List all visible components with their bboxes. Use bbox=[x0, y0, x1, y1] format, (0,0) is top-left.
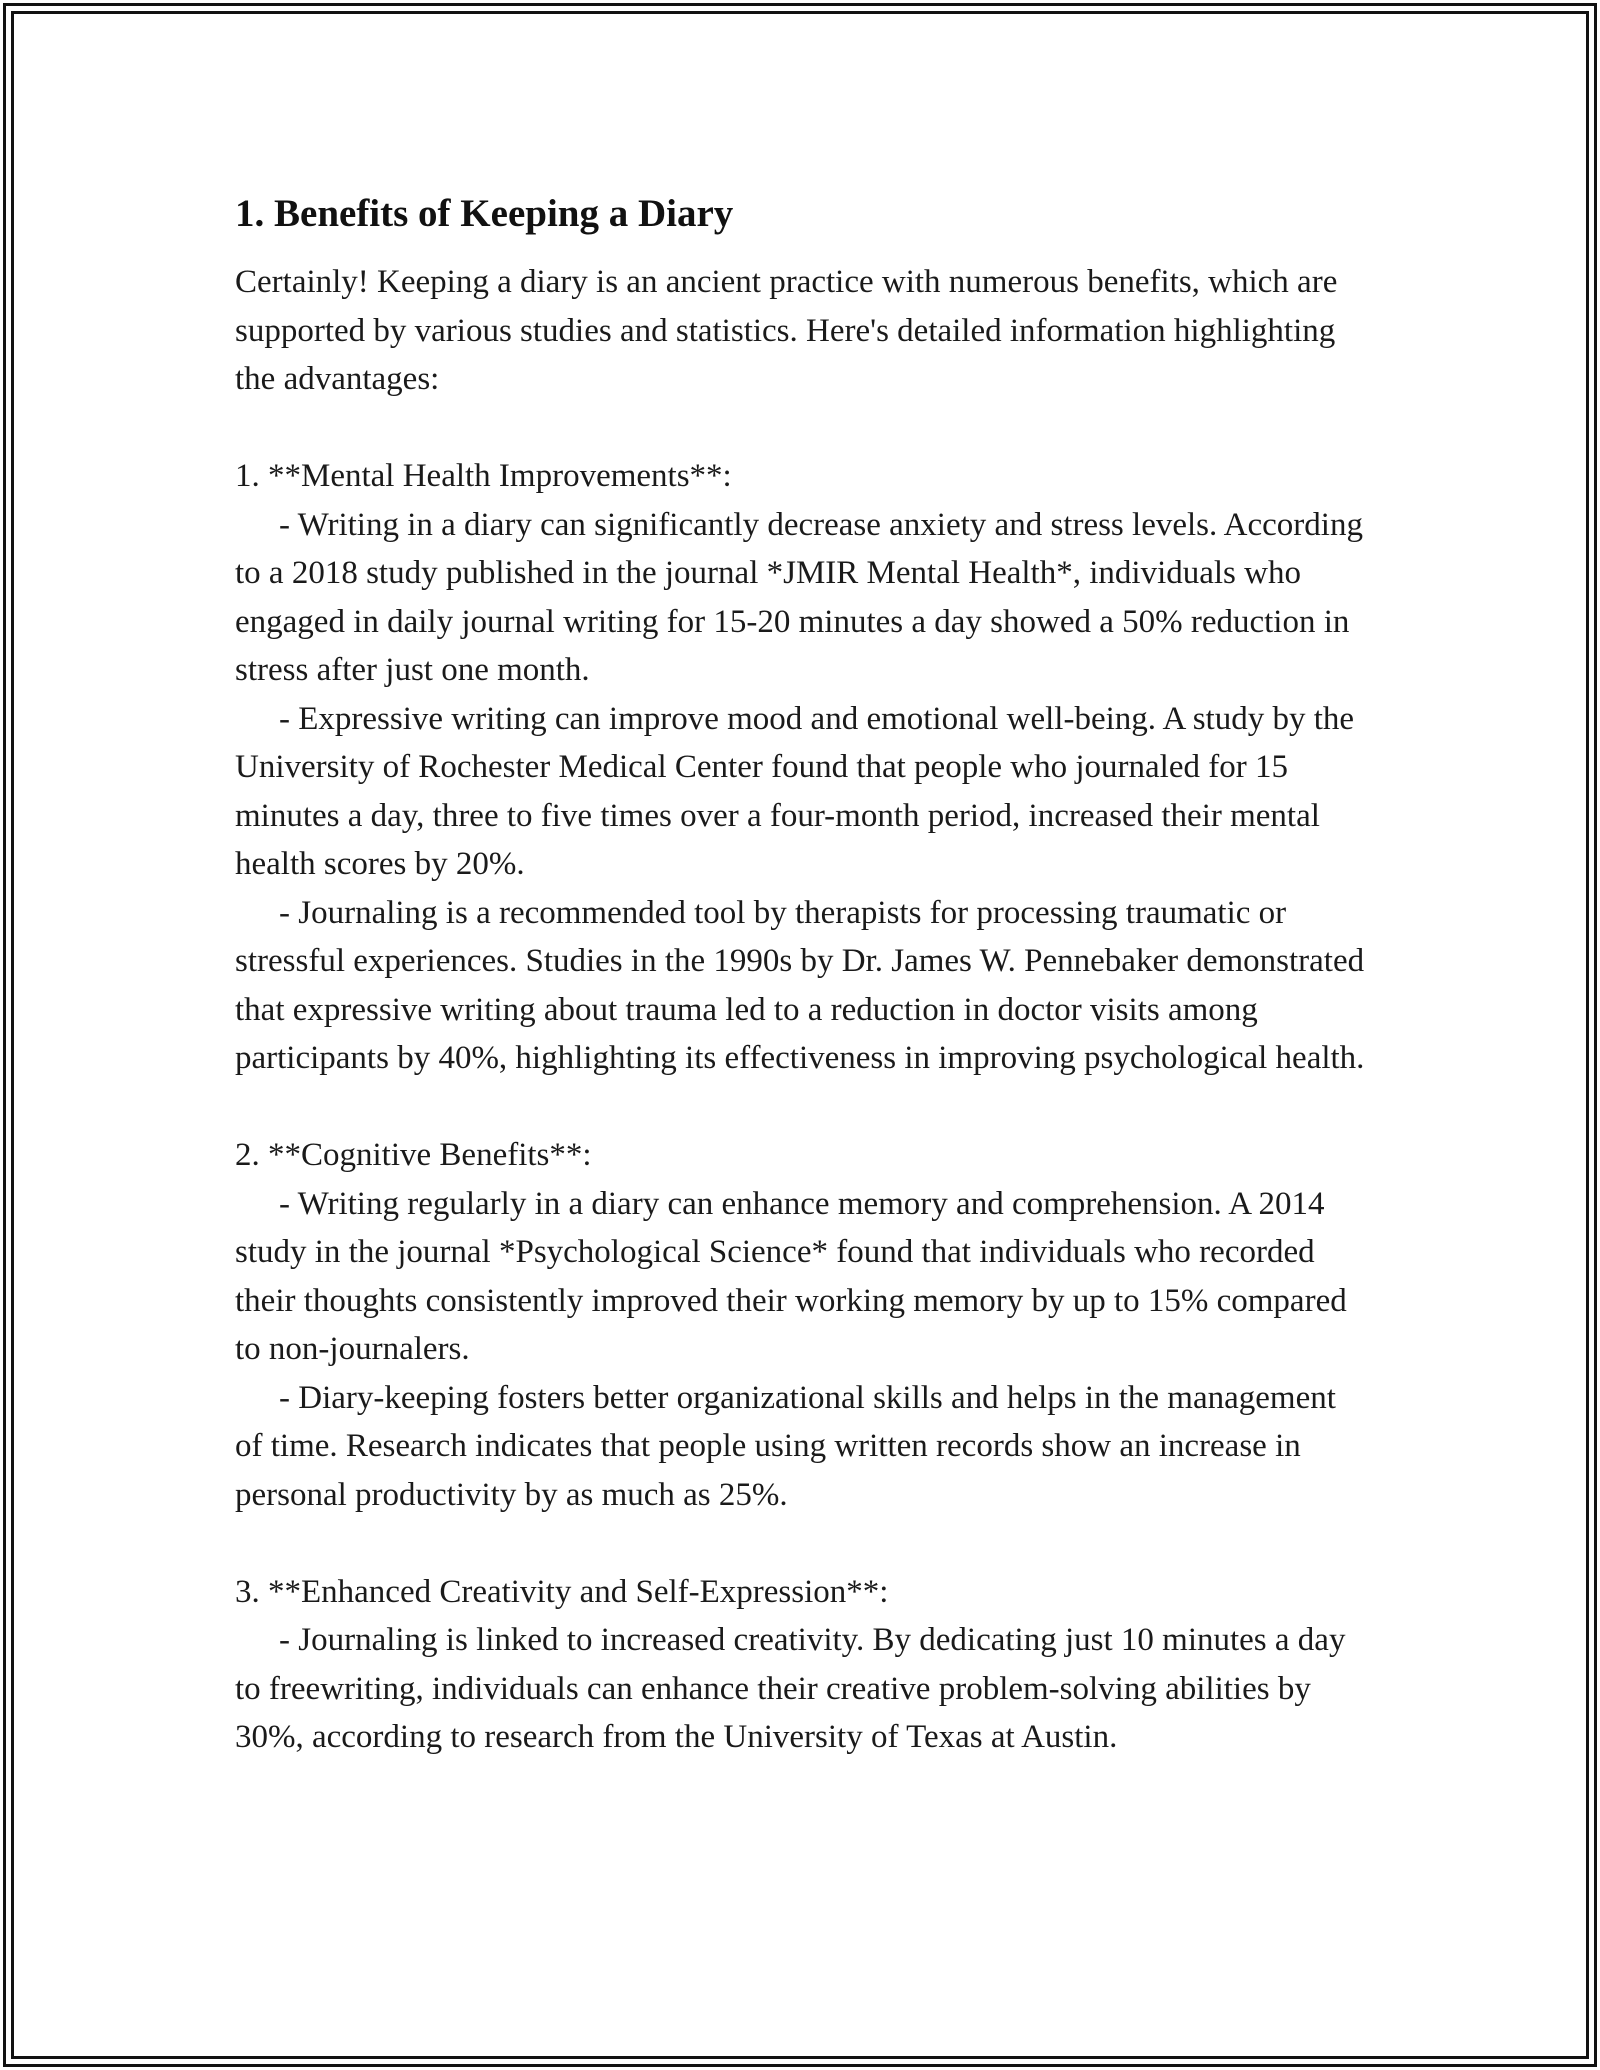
section-heading: 1. **Mental Health Improvements**: bbox=[235, 458, 732, 494]
list-item: - Journaling is linked to increased creativity. By dedicating just 10 minutes a day to freewriting, individuals can enhance their creative problem-solving abilities by 30%, according to research from the University of Texas at Austin. bbox=[235, 1622, 1346, 1755]
document-body bbox=[235, 184, 1370, 1762]
section-creativity bbox=[235, 1568, 1370, 1762]
section-heading: 2. **Cognitive Benefits**: bbox=[235, 1137, 592, 1173]
intro-paragraph: Certainly! Keeping a diary is an ancient practice with numerous benefits, which are supported by various studies and statistics. Here's detailed information highlighting the advantages: bbox=[235, 264, 1338, 397]
list-item: - Diary-keeping fosters better organizational skills and helps in the management of time. Research indicates that people using written records show an increase in personal productivity by as much as 25%. bbox=[235, 1379, 1336, 1513]
document-title: 1. Benefits of Keeping a Diary bbox=[235, 192, 734, 235]
list-item: - Journaling is a recommended tool by therapists for processing traumatic or stressful experiences. Studies in the 1990s by Dr. James W. Pennebaker demonstrated that expressive writing about trauma led to a reduction in doctor visits among participants by 40%, highlighting its effectiveness in improving psychological health. bbox=[235, 894, 1365, 1076]
list-item: - Writing regularly in a diary can enhance memory and comprehension. A 2014 study in the journal *Psychological Science* found that individuals who recorded their thoughts consistently improved their working memory by up to 15% compared to non-journalers. bbox=[235, 1185, 1347, 1367]
section-mental-health bbox=[235, 452, 1370, 1083]
section-heading: 3. **Enhanced Creativity and Self-Expression**: bbox=[235, 1573, 889, 1610]
list-item: - Expressive writing can improve mood and emotional well-being. A study by the University of Rochester Medical Center found that people who journaled for 15 minutes a day, three to five times over a four-month period, increased their mental health scores by 20%. bbox=[235, 700, 1355, 882]
section-cognitive-benefits bbox=[235, 1131, 1370, 1519]
list-item: - Writing in a diary can significantly decrease anxiety and stress levels. According to a 2018 study published in the journal *JMIR Mental Health*, individuals who engaged in daily journal writing for 15-20 minutes a day showed a 50% reduction in stress after just one month. bbox=[235, 506, 1363, 688]
